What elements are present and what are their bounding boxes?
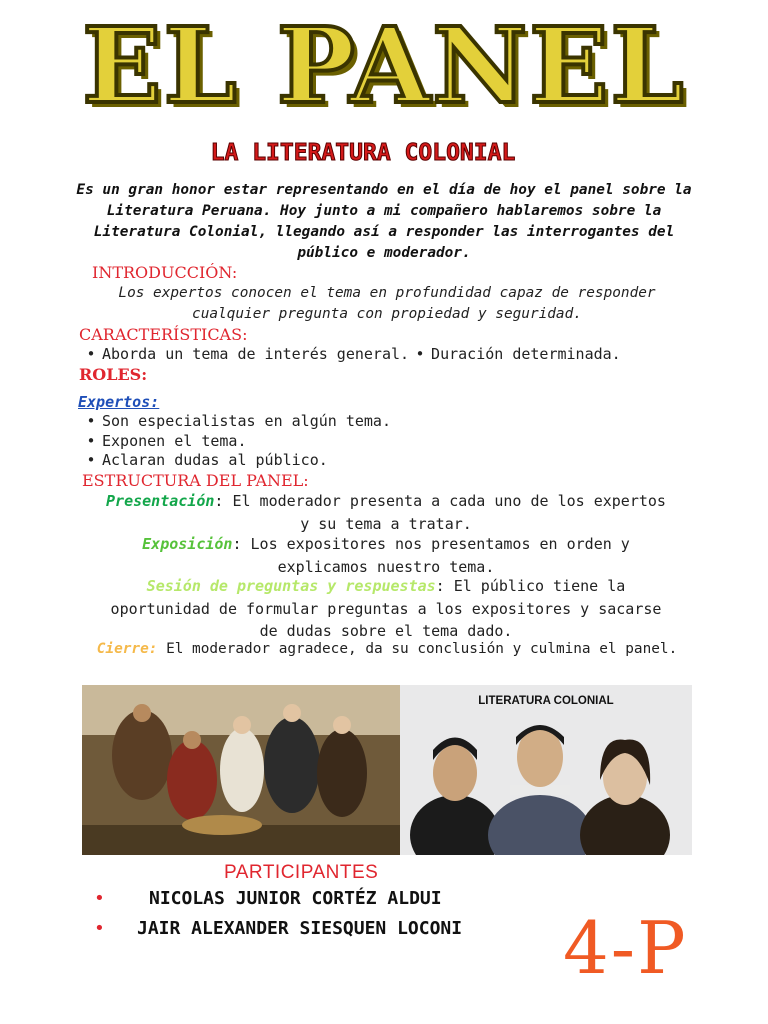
estructura-text: : El moderador presenta a cada uno de los expertos y su tema a tratar. bbox=[214, 492, 666, 533]
colonial-painting-image bbox=[82, 685, 400, 855]
bullet-dot: • bbox=[415, 345, 425, 363]
bullet-dot: • bbox=[94, 918, 105, 939]
estructura-text: : Los expositores nos presentamos en orden y explicamos nuestro tema. bbox=[232, 535, 630, 576]
caracteristicas-list bbox=[80, 345, 720, 365]
role-item: Son especialistas en algún tema. bbox=[102, 412, 391, 430]
bullet-dot: • bbox=[86, 451, 96, 469]
estructura-item-exposicion bbox=[100, 533, 672, 578]
intro-paragraph: Es un gran honor estar representando en el día de hoy el panel sobre la Literatura Peruana. Hoy junto a mi compañero hablaremos sobre la Literatura Colonial, llegando así a responder las interrogantes del público e moderador. bbox=[76, 182, 692, 261]
grade-label: 4-P bbox=[563, 906, 688, 990]
page-subtitle: LA LITERATURA COLONIAL bbox=[210, 140, 516, 166]
estructura-key: Presentación bbox=[106, 492, 215, 510]
list-item bbox=[80, 451, 580, 471]
list-item bbox=[80, 432, 580, 452]
estructura-key: Cierre: bbox=[96, 641, 158, 657]
estructura-key: Exposición bbox=[142, 535, 233, 553]
roles-heading: ROLES: bbox=[79, 365, 148, 384]
participant-name: NICOLAS JUNIOR CORTÉZ ALDUI bbox=[149, 888, 442, 909]
caracteristica-item: Duración determinada. bbox=[431, 345, 621, 363]
participant-name: JAIR ALEXANDER SIESQUEN LOCONI bbox=[137, 918, 463, 939]
estructura-item-presentacion bbox=[100, 490, 672, 535]
introduccion-text: Los expertos conocen el tema en profundidad capaz de responder cualquier pregunta con propiedad y seguridad. bbox=[118, 285, 656, 322]
bullet-dot: • bbox=[86, 345, 96, 363]
portraits-illustration bbox=[400, 685, 692, 855]
estructura-heading: ESTRUCTURA DEL PANEL: bbox=[82, 471, 309, 490]
bullet-dot: • bbox=[86, 412, 96, 430]
estructura-item-cierre bbox=[92, 639, 682, 660]
participant-row bbox=[94, 888, 105, 909]
estructura-text: : El público tiene la oportunidad de formular preguntas a los expositores y sacarse de dudas sobre el tema dado. bbox=[110, 577, 662, 640]
introduccion-heading: INTRODUCCIÓN: bbox=[92, 263, 238, 282]
roles-list bbox=[80, 412, 580, 471]
painting-illustration bbox=[82, 685, 400, 855]
list-item bbox=[80, 412, 580, 432]
estructura-item-sesion bbox=[100, 575, 672, 643]
portraits-caption: LITERATURA COLONIAL bbox=[478, 695, 614, 707]
caracteristica-item: Aborda un tema de interés general. bbox=[102, 345, 410, 363]
bullet-dot: • bbox=[86, 431, 96, 450]
role-item: Aclaran dudas al público. bbox=[102, 451, 328, 469]
participant-row bbox=[94, 918, 105, 939]
participants-heading: PARTICIPANTES bbox=[224, 862, 379, 883]
role-item: Exponen el tema. bbox=[102, 431, 247, 450]
page-title: EL PANEL bbox=[82, 4, 686, 127]
estructura-key: Sesión de preguntas y respuestas bbox=[146, 577, 436, 595]
caracteristicas-heading: CARACTERÍSTICAS: bbox=[79, 325, 248, 344]
estructura-text: El moderador agradece, da su conclusión y culmina el panel. bbox=[157, 641, 678, 657]
bullet-dot: • bbox=[94, 888, 105, 909]
literatura-colonial-portraits-image bbox=[400, 685, 692, 855]
expertos-label: Expertos: bbox=[78, 393, 160, 411]
